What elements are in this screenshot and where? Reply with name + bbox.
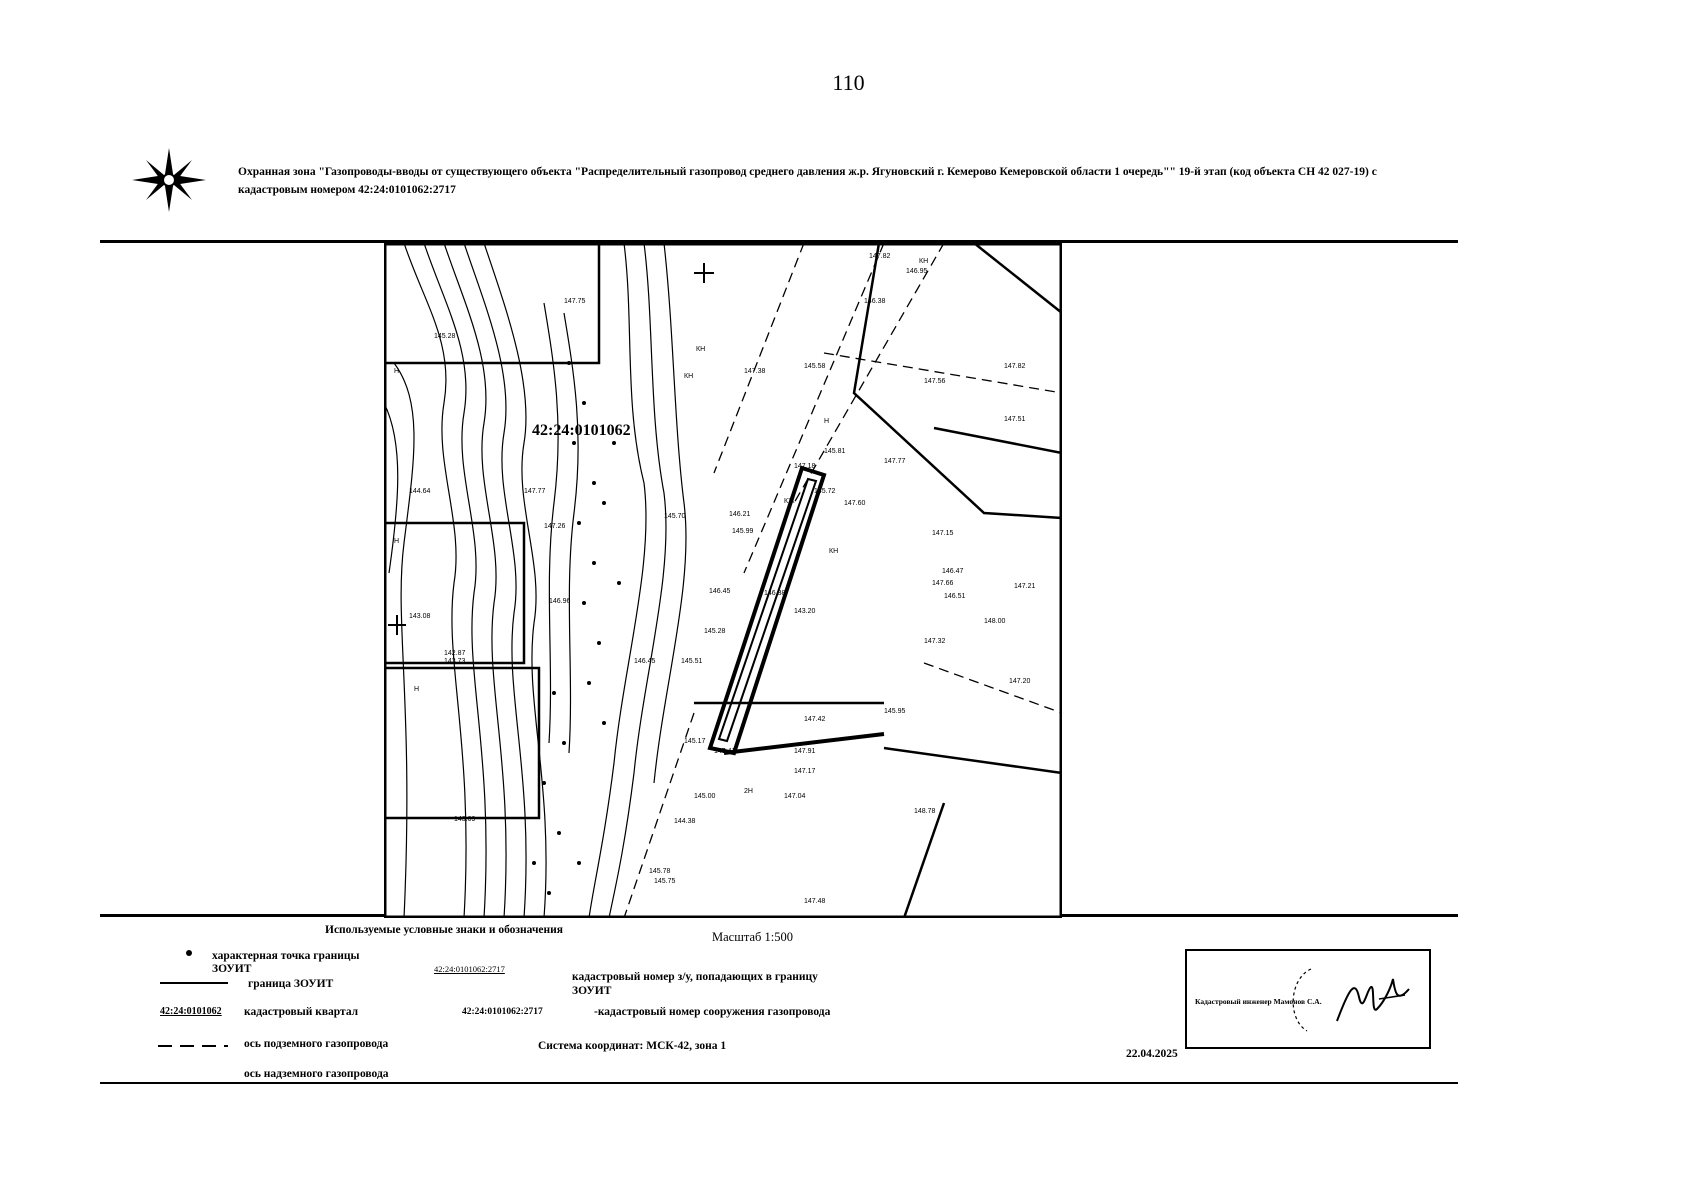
- legend-boundary-point: характерная точка границы ЗОУИТ: [212, 950, 360, 975]
- underground-axis-sample: [158, 1044, 228, 1048]
- map-label: 144.38: [674, 818, 696, 825]
- map-quarter-label: 42:24:0101062: [532, 422, 631, 439]
- map-label: 147.51: [1004, 416, 1026, 423]
- map-label: 145.28: [704, 628, 726, 635]
- map-label: 2Н: [744, 788, 753, 795]
- map-label: 145.51: [681, 658, 703, 665]
- map-label: КН: [696, 346, 706, 353]
- page-number: 110: [832, 70, 865, 95]
- map-label: 145.78: [649, 868, 671, 875]
- legend-aboveground-axis: ось надземного газопровода: [244, 1068, 389, 1080]
- map-label: 147.32: [924, 638, 946, 645]
- legend-boundary-line: граница ЗОУИТ: [248, 978, 334, 990]
- map-label: Н: [394, 368, 400, 375]
- map-label: 147.38: [744, 368, 766, 375]
- map-label: 143.20: [794, 608, 816, 615]
- signature-image: [1259, 959, 1419, 1039]
- legend-structure-desc: -кадастровый номер сооружения газопровода: [594, 1006, 831, 1018]
- map-label: 147.21: [1014, 583, 1036, 590]
- legend-underground-axis: ось подземного газопровода: [244, 1038, 389, 1050]
- map-label: 145.95: [884, 708, 906, 715]
- map-label: 147.75: [564, 298, 586, 305]
- map-label: 147.77: [884, 458, 906, 465]
- map-label: 147.82: [1004, 363, 1026, 370]
- map-label: 146.45: [709, 588, 731, 595]
- signature-stamp: [1185, 949, 1431, 1049]
- map-label: 147.77: [524, 488, 546, 495]
- map-label: 143.73: [444, 658, 466, 665]
- map-scale: Масштаб 1:500: [712, 930, 793, 944]
- legend-parcel-sample: 42:24:0101062:2717: [434, 964, 505, 974]
- cadastral-map: [384, 243, 1062, 918]
- map-label: 147.15: [932, 530, 954, 537]
- legend-heading: Используемые условные знаки и обозначения: [325, 924, 564, 936]
- map-label: Н: [394, 538, 400, 545]
- map-label: 147.18: [794, 463, 816, 470]
- map-label: 147.20: [1009, 678, 1031, 685]
- map-border: [385, 244, 1061, 917]
- map-label: 147.26: [544, 523, 566, 530]
- map-label: 145.58: [804, 363, 826, 370]
- map-label: 146.38: [764, 590, 786, 597]
- legend-quarter-desc: кадастровый квартал: [244, 1006, 359, 1018]
- document-title: Охранная зона "Газопроводы-вводы от существующего объекта "Распределительный газопровод среднего давления ж.р. Ягуновский г. Кемерово Кемеровской области 1 очередь"" 19-й этап (код объекта СН 42 027-19) с кадастровым номером 42:24:0101062:2717: [238, 166, 1377, 196]
- legend-structure-sample: 42:24:0101062:2717: [462, 1007, 543, 1017]
- document-date: 22.04.2025: [1126, 1048, 1178, 1060]
- map-label: 147.17: [794, 768, 816, 775]
- map-label: 147.66: [932, 580, 954, 587]
- stamp-label: Кадастровый инженер Мамонов С.А.: [1195, 997, 1322, 1006]
- bottom-divider: [100, 1082, 1458, 1084]
- map-label: 143.08: [409, 613, 431, 620]
- map-label: Н: [414, 686, 420, 693]
- boundary-point-icon: [186, 950, 192, 956]
- legend-parcel-desc: кадастровый номер з/у, попадающих в границу ЗОУИТ: [572, 971, 818, 997]
- map-label: 147.56: [924, 378, 946, 385]
- map-label: 146.51: [944, 593, 966, 600]
- map-label: КН: [919, 258, 929, 265]
- map-label: 145.17: [684, 738, 706, 745]
- map-label: 147.91: [794, 748, 816, 755]
- map-label: КН: [829, 548, 839, 555]
- map-label: Н: [824, 418, 830, 425]
- map-label: 145.70: [664, 513, 686, 520]
- map-label: 147.41: [714, 748, 736, 755]
- map-label: 143.09: [454, 816, 476, 823]
- map-label: 148.00: [984, 618, 1006, 625]
- map-label: 142.87: [444, 650, 466, 657]
- map-label: 146.47: [942, 568, 964, 575]
- map-label: 145.99: [732, 528, 754, 535]
- compass-rose-icon: [132, 148, 206, 212]
- map-label: 147.82: [869, 253, 891, 260]
- map-label: 145.81: [824, 448, 846, 455]
- legend-quarter-sample: 42:24:0101062: [160, 1006, 222, 1017]
- map-label: 145.75: [654, 878, 676, 885]
- map-label: 148.78: [914, 808, 936, 815]
- map-label: 144.64: [409, 488, 431, 495]
- map-label: КН: [684, 373, 694, 380]
- map-label: 145.00: [694, 793, 716, 800]
- boundary-line-sample: [160, 982, 228, 984]
- map-label: 146.96: [549, 598, 571, 605]
- map-label: КЖ: [784, 498, 795, 505]
- map-label: 147.04: [784, 793, 806, 800]
- map-label: 146.95: [906, 268, 928, 275]
- map-label: 146.21: [729, 511, 751, 518]
- map-label: 147.60: [844, 500, 866, 507]
- map-label: 146.38: [864, 298, 886, 305]
- map-label: 145.72: [814, 488, 836, 495]
- coordinate-system: Система координат: МСК-42, зона 1: [538, 1040, 727, 1052]
- map-label: 147.48: [804, 898, 826, 905]
- map-label: 147.42: [804, 716, 826, 723]
- map-label: 145.28: [434, 333, 456, 340]
- map-label: 146.45: [634, 658, 656, 665]
